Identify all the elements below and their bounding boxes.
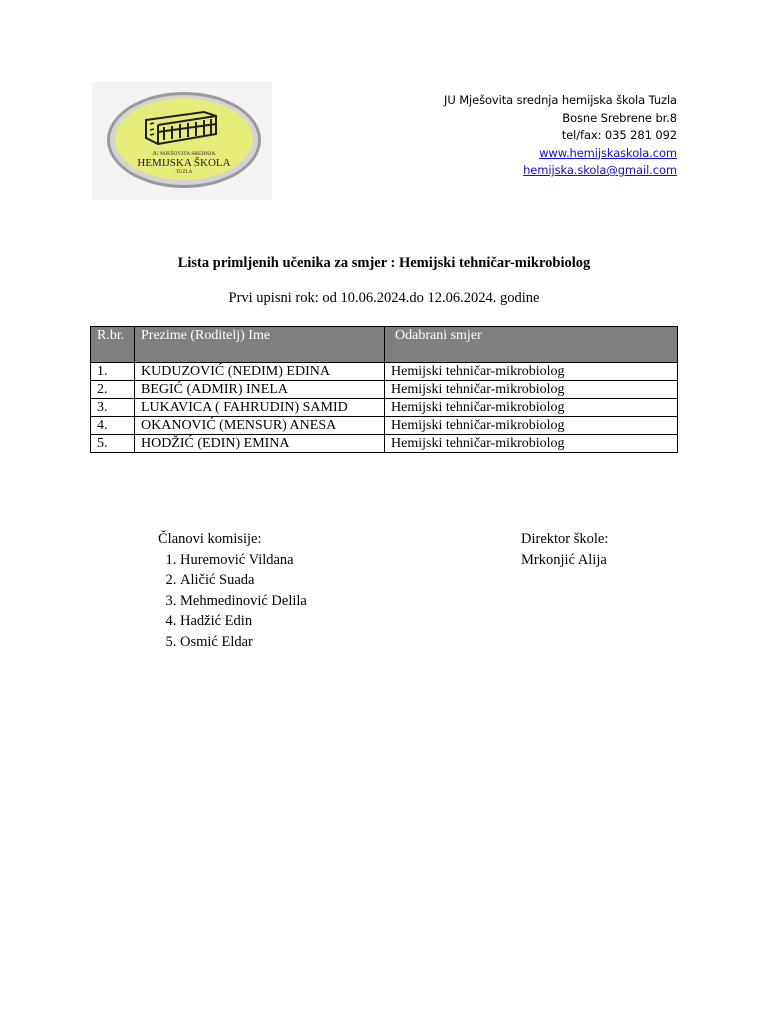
email-link[interactable]: hemijska.skola@gmail.com — [523, 163, 677, 177]
school-address: Bosne Srebrene br.8 — [562, 110, 677, 125]
director-label: Direktor škole: — [521, 531, 609, 547]
school-name: JU Mješovita srednja hemijska škola Tuzla — [444, 93, 677, 107]
list-item: 1. Huremović Vildana — [180, 550, 307, 571]
document-subtitle: Prvi upisni rok: od 10.06.2024.do 12.06.2024. godine — [228, 290, 540, 306]
column-header-number: R.br. — [91, 327, 135, 363]
school-phone: tel/fax: 035 281 092 — [561, 128, 677, 142]
director-name: Mrkonjić Alija — [521, 551, 607, 568]
school-logo — [92, 82, 272, 200]
cell-number: 4. — [91, 417, 135, 435]
committee-members-list — [158, 550, 307, 653]
cell-name: KUDUZOVIĆ (NEDIM) EDINA — [135, 363, 385, 381]
cell-program: Hemijski tehničar-mikrobiolog — [385, 363, 678, 381]
committee-section — [158, 529, 307, 652]
column-header-name: Prezime (Roditelj) Ime — [135, 327, 385, 363]
column-header-program: Odabrani smjer — [385, 327, 678, 363]
table-row — [91, 417, 678, 435]
admitted-students-table — [90, 326, 678, 453]
logo-text-city: TUZLA — [175, 170, 193, 175]
cell-name: LUKAVICA ( FAHRUDIN) SAMID — [135, 399, 385, 417]
cell-number: 3. — [91, 399, 135, 417]
cell-name: BEGIĆ (ADMIR) INELA — [135, 381, 385, 399]
cell-program: Hemijski tehničar-mikrobiolog — [385, 399, 678, 417]
school-logo-image — [92, 82, 272, 200]
website-link[interactable]: www.hemijskaskola.com — [539, 145, 677, 160]
cell-number: 1. — [91, 363, 135, 381]
cell-program: Hemijski tehničar-mikrobiolog — [385, 381, 678, 399]
document-title: Lista primljenih učenika za smjer : Hemijski tehničar-mikrobiolog — [177, 255, 591, 271]
cell-name: OKANOVIĆ (MENSUR) ANESA — [135, 417, 385, 435]
logo-text-main: HEMIJSKA ŠKOLA — [137, 157, 231, 169]
director-section — [521, 529, 608, 570]
list-item: 2. Aličić Suada — [180, 570, 307, 591]
cell-name: HODŽIĆ (EDIN) EMINA — [135, 435, 385, 453]
list-item: 3. Mehmedinović Delila — [180, 591, 307, 612]
list-item: 4. Hadžić Edin — [180, 611, 307, 632]
table-row — [91, 435, 678, 453]
cell-number: 5. — [91, 435, 135, 453]
school-contact-info — [444, 92, 677, 180]
table-header-row — [91, 327, 678, 363]
list-item: 5. Osmić Eldar — [180, 632, 307, 653]
committee-label: Članovi komisije: — [158, 531, 262, 547]
cell-program: Hemijski tehničar-mikrobiolog — [385, 435, 678, 453]
cell-program: Hemijski tehničar-mikrobiolog — [385, 417, 678, 435]
cell-number: 2. — [91, 381, 135, 399]
table-row — [91, 399, 678, 417]
logo-text-small: JU MJEŠOVITA SREDNJA — [152, 151, 216, 157]
table-row — [91, 381, 678, 399]
table-row — [91, 363, 678, 381]
